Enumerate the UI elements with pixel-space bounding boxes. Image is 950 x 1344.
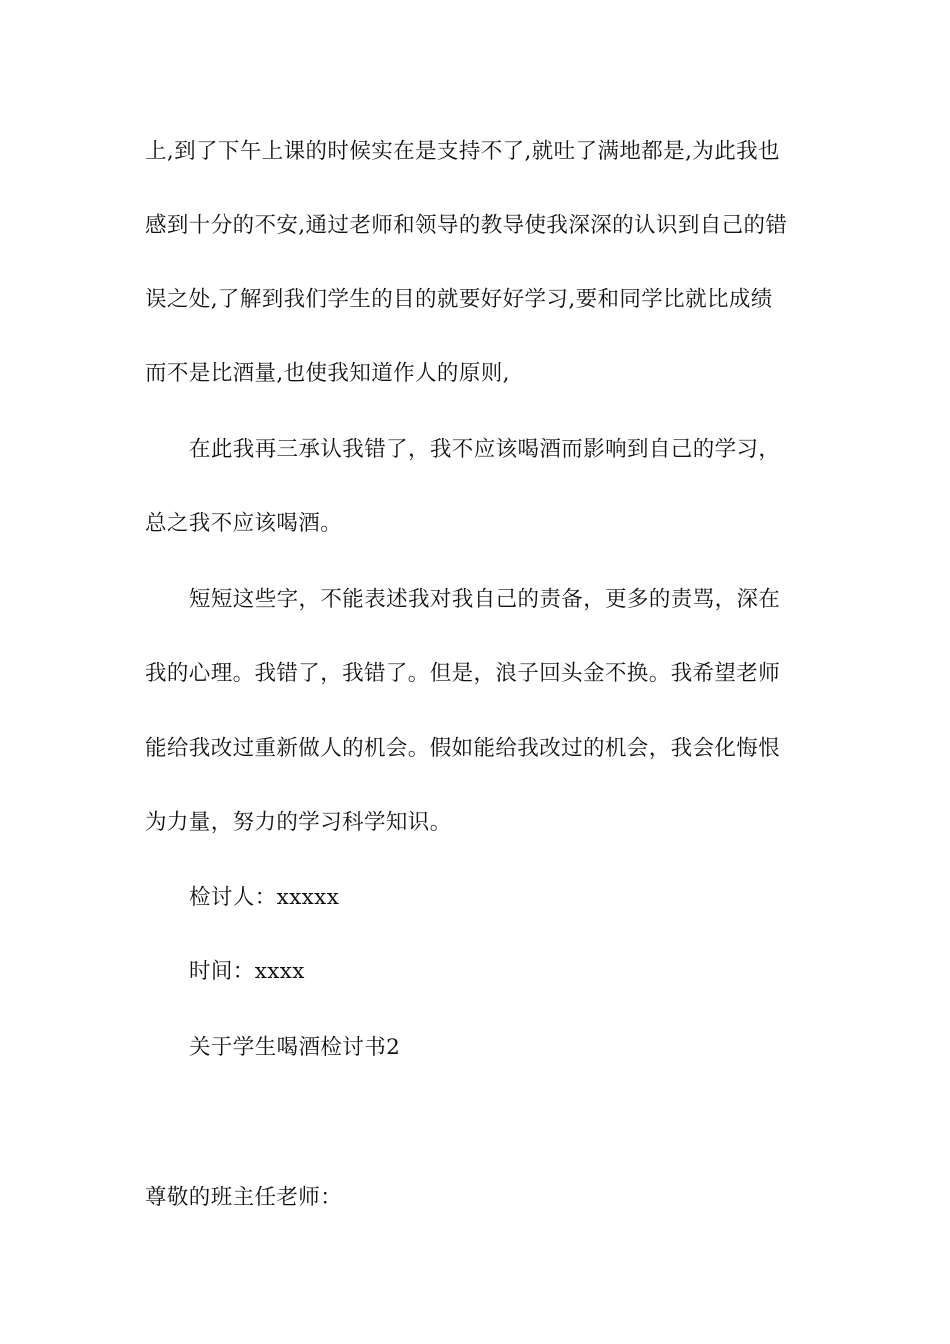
paragraph-line: 上,到了下午上课的时候实在是支持不了,就吐了满地都是,为此我也	[145, 139, 780, 164]
paragraph-line: 总之我不应该喝酒。	[145, 511, 343, 536]
date-line: 时间：xxxx	[189, 959, 305, 984]
paragraph-line: 短短这些字，不能表述我对我自己的责备，更多的责骂，深在	[189, 587, 781, 612]
paragraph-line: 我的心理。我错了，我错了。但是，浪子回头金不换。我希望老师	[145, 661, 781, 686]
signature-line: 检讨人：xxxxx	[189, 885, 340, 910]
salutation-line: 尊敬的班主任老师：	[145, 1185, 343, 1210]
paragraph-line: 在此我再三承认我错了，我不应该喝酒而影响到自己的学习，	[189, 437, 781, 462]
paragraph-line: 能给我改过重新做人的机会。假如能给我改过的机会，我会化悔恨	[145, 736, 781, 761]
paragraph-line: 感到十分的不安,通过老师和领导的教导使我深深的认识到自己的错	[145, 213, 788, 238]
paragraph-line: 而不是比酒量,也使我知道作人的原则,	[145, 361, 510, 386]
section-title: 关于学生喝酒检讨书2	[189, 1035, 401, 1060]
paragraph-line: 为力量，努力的学习科学知识。	[145, 810, 452, 835]
paragraph-line: 误之处,了解到我们学生的目的就要好好学习,要和同学比就比成绩	[145, 287, 773, 312]
